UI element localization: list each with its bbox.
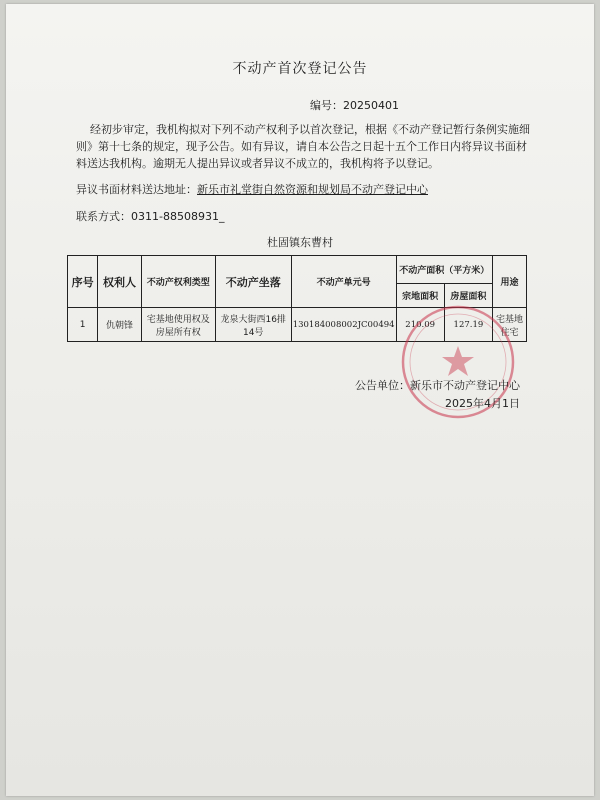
table-row xyxy=(68,308,527,342)
header-owner: 权利人 xyxy=(98,256,142,308)
cell-seq: 1 xyxy=(68,308,98,342)
cell-house-area: 127.19 xyxy=(444,308,492,342)
signature-block xyxy=(355,377,520,413)
header-house-area: 房屋面积 xyxy=(444,284,492,308)
header-area-group: 不动产面积（平方米） xyxy=(396,256,492,284)
cell-right-type: 宅基地使用权及房屋所有权 xyxy=(141,308,215,342)
notice-serial: 编号：20250401 xyxy=(310,99,399,112)
header-unit-no: 不动产单元号 xyxy=(291,256,396,308)
header-land-area: 宗地面积 xyxy=(396,284,444,308)
issuing-org: 公告单位：新乐市不动产登记中心 xyxy=(355,379,520,392)
village-name: 杜固镇东曹村 xyxy=(267,236,333,249)
cell-usage: 宅基地住宅 xyxy=(493,308,527,342)
contact-line: 联系方式：0311-88508931_ xyxy=(76,210,225,223)
cell-unit-no: 130184008002JC00494 xyxy=(291,308,396,342)
header-location: 不动产坐落 xyxy=(215,256,291,308)
header-seq: 序号 xyxy=(68,256,98,308)
address-label: 异议书面材料送达地址： xyxy=(76,183,197,196)
header-right-type: 不动产权利类型 xyxy=(141,256,215,308)
notice-body: 经初步审定，我机构拟对下列不动产权利予以首次登记，根据《不动产登记暂行条例实施细则》第十七条的规定，现予公告。如有异议，请自本公告之日起十五个工作日内将异议书面材料送达我机构。逾期无人提出异议或者异议不成立的，我机构将予以登记。 xyxy=(76,123,530,170)
notice-title: 不动产首次登记公告 xyxy=(232,61,368,77)
address-value: 新乐市礼堂街自然资源和规划局不动产登记中心 xyxy=(197,183,428,196)
cell-location: 龙泉大街西16排14号 xyxy=(215,308,291,342)
header-usage: 用途 xyxy=(493,256,527,308)
address-line xyxy=(76,181,428,197)
registration-table xyxy=(67,255,527,342)
cell-owner: 仇朝锋 xyxy=(98,308,142,342)
issue-date: 2025年4月1日 xyxy=(445,397,520,410)
cell-land-area: 210.09 xyxy=(396,308,444,342)
